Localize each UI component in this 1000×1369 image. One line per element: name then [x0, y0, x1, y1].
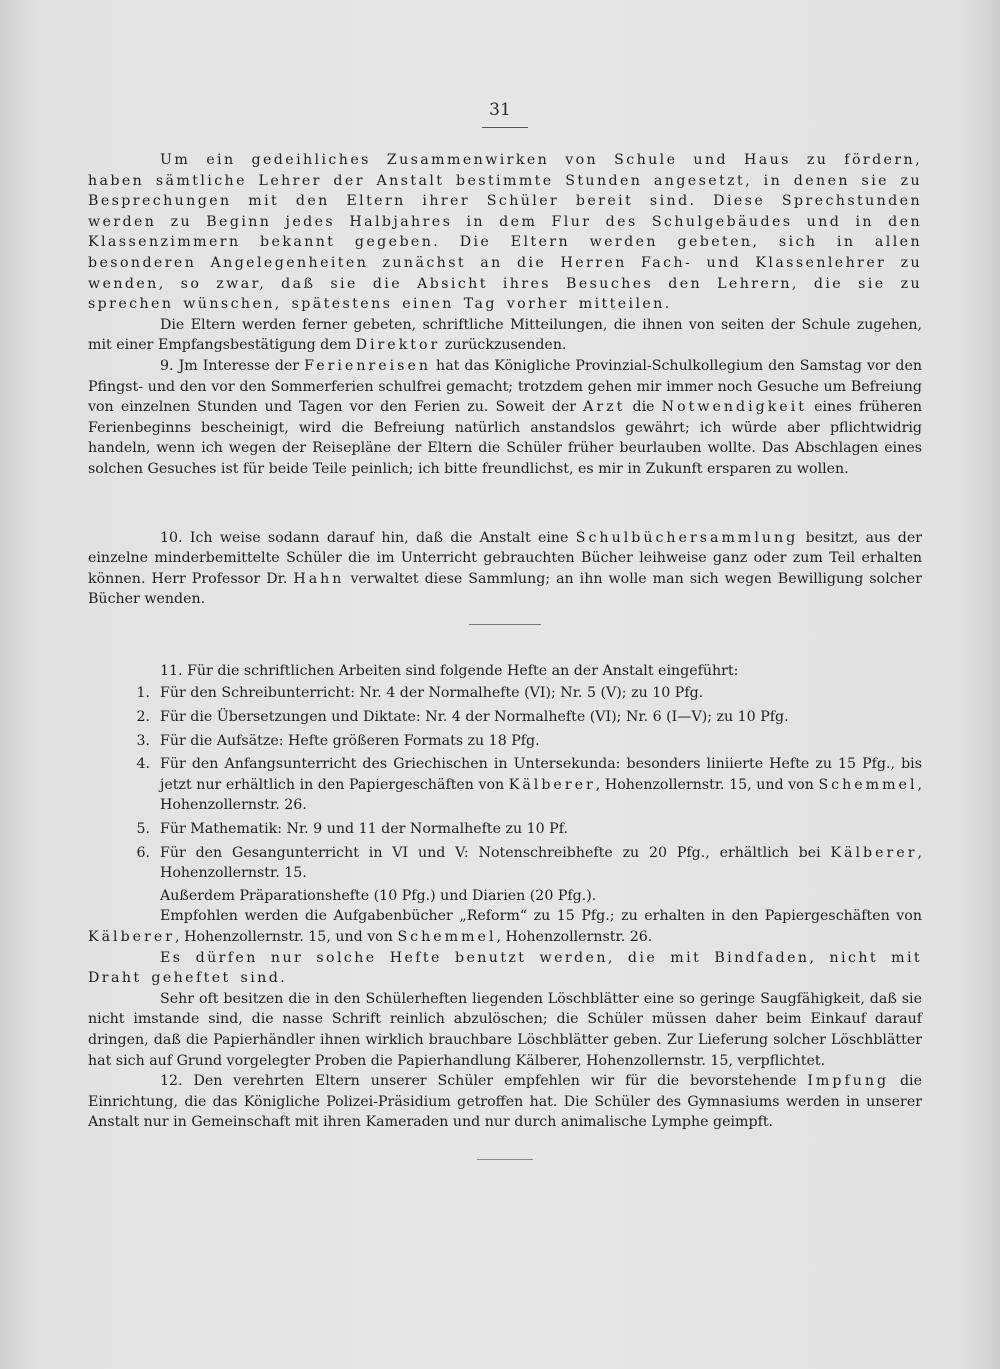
ausserdem-paragraph: Außerdem Präparationshefte (10 Pfg.) und Diarien (20 Pfg.).: [160, 887, 597, 904]
draht-paragraph: Es dürfen nur solche Hefte benutzt werden, die mit Bindfaden, nicht mit Draht geheftet sind.: [88, 949, 922, 987]
section-gap: [88, 480, 922, 528]
emphasis-hahn: Hahn: [293, 570, 345, 587]
emphasis-kaelberer: Kälberer: [508, 776, 596, 793]
section-separator: [469, 624, 541, 625]
empfohlen-paragraph: Empfohlen werden die Aufgabenbücher „Reform“ zu 15 Pfg.; zu erhalten in den Papiergeschäften von Kälberer, Hohenzollernstr. 15, und von Schemmel, Hohenzollernstr. 26.: [88, 908, 922, 945]
section-9-paragraph: 9. Jm Interesse der Ferienreisen hat das Königliche Provinzial-Schulkollegium den Samstag vor den Pfingst- und den vor den Sommerferien schulfrei gemacht; trotzdem gehen mir immer noch Gesuche um Befreiung von einzelnen Stunden und Tagen vor den Ferien zu. Soweit der Arzt die Notwendigkeit eines früheren Ferienbeginns bescheinigt, wird die Befreiung natürlich anstandslos gewährt; ich würde aber pflichtwidrig handeln, wenn ich wegen der Reisepläne der Eltern die Schüler früher beurlauben wollte. Das Abschlagen eines solchen Gesuches ist für beide Teile peinlich; ich bitte freundlichst, es mir in Zukunft ersparen zu wollen.: [88, 357, 923, 477]
list-item: 4. Für den Anfangsunterricht des Griechischen in Untersekunda: besonders liniierte Hefte zu 15 Pfg., bis jetzt nur erhältlich in den Papiergeschäften von Kälberer, Hohenzollernstr. 15, und von Schemmel, Hohenzollernstr. 26.: [136, 756, 922, 814]
emphasis-direktor: Direktor: [355, 337, 441, 354]
mitteilungen-paragraph: Die Eltern werden ferner gebeten, schriftliche Mitteilungen, die ihnen von seiten der Schule zugehen, mit einer Empfangsbestätigung dem Direktor zurückzusenden.: [88, 316, 922, 354]
hefte-list: [88, 683, 922, 883]
section-11-intro: 11. Für die schriftlichen Arbeiten sind folgende Hefte an der Anstalt eingeführt:: [160, 662, 739, 679]
list-item: 3. Für die Aufsätze: Hefte größeren Formats zu 18 Pfg.: [136, 732, 540, 749]
emphasis-schulbuechersammlung: Schulbüchersammlung: [575, 529, 799, 546]
list-item: 1. Für den Schreibunterricht: Nr. 4 der Normalhefte (VI); Nr. 5 (V); zu 10 Pfg.: [136, 685, 704, 702]
list-item: 2. Für die Übersetzungen und Diktate: Nr. 4 der Normalhefte (VI); Nr. 6 (I—V); zu 10 Pfg.: [136, 709, 789, 726]
page-body: [88, 150, 922, 1160]
section-10-paragraph: 10. Ich weise sodann darauf hin, daß die Anstalt eine Schulbüchersammlung besitzt, aus der einzelne minderbemittelte Schüler die im Unterricht gebrauchten Bücher leihweise ganz oder zum Teil erhalten können. Herr Professor Dr. Hahn verwaltet diese Sammlung; an ihn wolle man sich wegen Bewilligung solcher Bücher wenden.: [88, 529, 923, 608]
emphasis-impfung: Impfung: [807, 1073, 890, 1090]
emphasis-schemmel: Schemmel: [818, 776, 918, 793]
intro-paragraph: Um ein gedeihliches Zusammenwirken von Schule und Haus zu fördern, haben sämtliche Lehrer der Anstalt bestimmte Stunden angesetzt, in denen sie zu Besprechungen mit den Eltern ihrer Schüler bereit sind. Diese Sprechstunden werden zu Beginn jedes Halbjahres in dem Flur des Schulgebäudes und in den Klassenzimmern bekannt gegeben. Die Eltern werden gebeten, sich in allen besonderen Angelegenheiten zunächst an die Herren Fach- und Klassenlehrer zu wenden, so zwar, daß sie die Absicht ihres Besuches den Lehrern, die sie zu sprechen wünschen, spätestens einen Tag vorher mitteilen.: [88, 152, 922, 313]
page-number: 31: [489, 100, 511, 120]
emphasis-kaelberer: Kälberer: [88, 929, 176, 945]
section-12-paragraph: 12. Den verehrten Eltern unserer Schüler empfehlen wir für die bevorstehende Impfung die Einrichtung, die das Königliche Polizei-Präsidium getroffen hat. Die Schüler des Gymnasiums werden in unserer Anstalt nur in Gemeinschaft mit ihren Kameraden und nur durch animalische Lymphe geimpft.: [88, 1073, 922, 1131]
emphasis-kaelberer: Kälberer: [830, 844, 918, 861]
loeschblaetter-paragraph: Sehr oft besitzen die in den Schülerheften liegenden Löschblätter eine so geringe Saugfähigkeit, daß sie nicht imstande sind, die nasse Schrift reinlich abzulöschen; die Schüler müssen daher beim Einkauf darauf dringen, daß die Papierhändler ihnen wirklich brauchbare Löschblätter geben. Zur Lieferung solcher Löschblätter hat sich auf Grund vorgelegter Proben die Papierhandlung Kälberer, Hohenzollernstr. 15, verpflichtet.: [88, 990, 922, 1069]
list-item: 6. Für den Gesangunterricht in VI und V: Notenschreibhefte zu 20 Pfg., erhältlich bei Kälberer, Hohenzollernstr. 15.: [136, 844, 922, 882]
end-separator: [477, 1159, 533, 1160]
emphasis-ferienreisen: Ferienreisen: [304, 357, 431, 374]
list-item: 5. Für Mathematik: Nr. 9 und 11 der Normalhefte zu 10 Pf.: [136, 821, 568, 838]
emphasis-notwendigkeit: Notwendigkeit: [661, 399, 807, 416]
page-number-rule: [482, 127, 528, 128]
emphasis-schemmel: Schemmel: [397, 929, 497, 945]
emphasis-arzt: Arzt: [583, 399, 626, 416]
